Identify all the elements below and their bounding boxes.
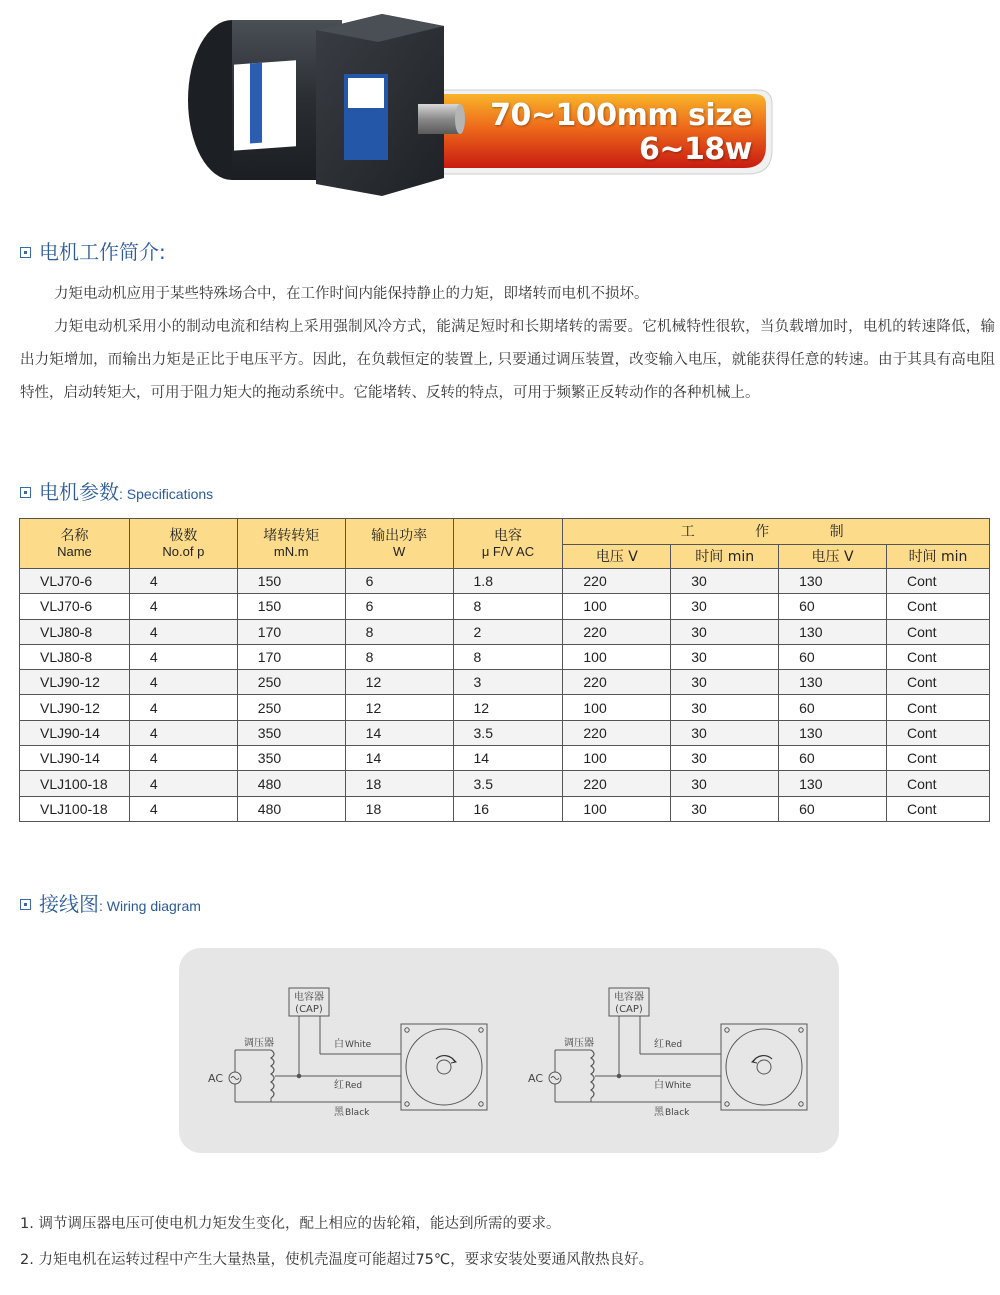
- col-torque-en: mN.m: [273, 543, 309, 559]
- col-name-cn: 名称: [60, 527, 89, 544]
- intro-paragraph-2: 力矩电动机采用小的制动电流和结构上采用强制风冷方式，能满足短时和长期堵转的需要。它机械特性很软，当负载增加时，电机的转速降低，输出力矩增加，而输出力矩是正比于电压平方。因此，在负载恒定的装置上, 只要通过调压装置，改变输入电压，就能获得任意的转速。由于其具有高电阻特性，启动转矩大，可用于阻力矩大的拖动系统中。它能堵转、反转的特点，可用于频繁正反转动作的各种机械上。: [20, 319, 995, 401]
- col-power-header: [345, 519, 453, 569]
- cell-time-2: Cont: [887, 569, 990, 594]
- cell-poles: 4: [129, 569, 237, 594]
- cell-voltage-1: 220: [563, 771, 671, 796]
- cell-time-2: Cont: [887, 644, 990, 669]
- right-wire-bottom-cn: 黑: [654, 1107, 664, 1118]
- cell-poles: 4: [129, 594, 237, 619]
- cell-model: VLJ100-18: [20, 771, 130, 796]
- cell-torque: 150: [237, 594, 345, 619]
- cell-capacitor: 3.5: [453, 720, 563, 745]
- cell-poles: 4: [129, 771, 237, 796]
- wiring-heading-cn: 接线图: [39, 892, 99, 916]
- right-wire-mid-en: White: [665, 1081, 692, 1091]
- intro-heading-text: 电机工作简介:: [39, 240, 166, 264]
- cell-torque: 250: [237, 695, 345, 720]
- col-volt2-header: 电压 V: [779, 545, 887, 569]
- cell-power: 8: [345, 619, 453, 644]
- cell-power: 14: [345, 720, 453, 745]
- col-name-en: Name: [57, 543, 92, 559]
- table-row: [20, 619, 990, 644]
- right-ac-label: AC: [528, 1072, 544, 1085]
- col-cap-header: [453, 519, 563, 569]
- cell-poles: 4: [129, 670, 237, 695]
- cell-model: VLJ80-8: [20, 619, 130, 644]
- cell-voltage-1: 220: [563, 569, 671, 594]
- left-wire-top-en: White: [345, 1040, 372, 1050]
- left-wire-mid-en: Red: [345, 1081, 363, 1091]
- cell-voltage-2: 130: [779, 670, 887, 695]
- wiring-diagram-left: [208, 988, 487, 1118]
- table-row: [20, 569, 990, 594]
- cell-time-2: Cont: [887, 796, 990, 821]
- left-cap-cn: 电容器: [294, 992, 324, 1003]
- cell-torque: 350: [237, 720, 345, 745]
- right-motor-face: [721, 1024, 807, 1110]
- cell-torque: 480: [237, 771, 345, 796]
- table-row: [20, 796, 990, 821]
- left-wire-bottom-en: Black: [345, 1108, 370, 1118]
- cell-voltage-2: 60: [779, 594, 887, 619]
- cell-torque: 480: [237, 796, 345, 821]
- spec-table-body: [20, 569, 990, 822]
- cell-voltage-1: 100: [563, 796, 671, 821]
- right-wire-top-cn: 红: [654, 1039, 664, 1050]
- left-wire-mid-cn: 红: [334, 1080, 344, 1091]
- left-ac-label: AC: [208, 1072, 224, 1085]
- right-wire-bottom-en: Black: [665, 1108, 690, 1118]
- cell-time-1: 30: [671, 670, 779, 695]
- cell-time-1: 30: [671, 569, 779, 594]
- cell-time-2: Cont: [887, 670, 990, 695]
- cell-time-1: 30: [671, 644, 779, 669]
- cell-voltage-1: 220: [563, 670, 671, 695]
- cell-voltage-2: 60: [779, 695, 887, 720]
- col-cap-en: μ F/V AC: [481, 543, 535, 559]
- cell-voltage-2: 60: [779, 746, 887, 771]
- cell-model: VLJ90-14: [20, 720, 130, 745]
- section-bullet-icon: [20, 487, 31, 498]
- wiring-diagram-right: [528, 988, 807, 1118]
- table-row: [20, 644, 990, 669]
- right-regulator-label: 调压器: [564, 1038, 594, 1049]
- cell-model: VLJ70-6: [20, 594, 130, 619]
- cell-voltage-1: 100: [563, 695, 671, 720]
- col-power-cn: 输出功率: [371, 527, 428, 544]
- cell-power: 6: [345, 594, 453, 619]
- cell-voltage-1: 220: [563, 619, 671, 644]
- banner-power-text: 6~18w: [639, 132, 752, 167]
- left-wire-bottom-cn: 黑: [334, 1107, 344, 1118]
- section-bullet-icon: [20, 899, 31, 910]
- section-bullet-icon: [20, 247, 31, 258]
- col-poles-en: No.of p: [162, 543, 205, 559]
- table-row: [20, 695, 990, 720]
- left-cap-en: (CAP): [295, 1004, 323, 1015]
- note-item-2: 2. 力矩电机在运转过程中产生大量热量，使机壳温度可能超过75℃，要求安装处要通风散热良好。: [20, 1252, 654, 1268]
- intro-heading: [20, 236, 166, 265]
- cell-torque: 250: [237, 670, 345, 695]
- col-poles-header: [129, 519, 237, 569]
- cell-model: VLJ90-14: [20, 746, 130, 771]
- col-torque-header: [237, 519, 345, 569]
- intro-paragraph-1: 力矩电动机应用于某些特殊场合中，在工作时间内能保持静止的力矩，即堵转而电机不损坏。: [54, 286, 649, 302]
- right-wire-mid-cn: 白: [654, 1080, 664, 1091]
- wiring-diagram: [179, 948, 839, 1153]
- cell-capacitor: 1.8: [453, 569, 563, 594]
- cell-time-2: Cont: [887, 720, 990, 745]
- cell-time-1: 30: [671, 720, 779, 745]
- cell-model: VLJ90-12: [20, 695, 130, 720]
- cell-voltage-2: 130: [779, 569, 887, 594]
- cell-poles: 4: [129, 720, 237, 745]
- cell-model: VLJ100-18: [20, 796, 130, 821]
- cell-model: VLJ90-12: [20, 670, 130, 695]
- cell-time-1: 30: [671, 746, 779, 771]
- cell-time-1: 30: [671, 771, 779, 796]
- left-motor-face: [401, 1024, 487, 1110]
- cell-power: 18: [345, 771, 453, 796]
- cell-power: 12: [345, 695, 453, 720]
- cell-model: VLJ80-8: [20, 644, 130, 669]
- table-row: [20, 720, 990, 745]
- cell-torque: 350: [237, 746, 345, 771]
- cell-time-1: 30: [671, 619, 779, 644]
- cell-time-2: Cont: [887, 771, 990, 796]
- cell-power: 6: [345, 569, 453, 594]
- cell-poles: 4: [129, 746, 237, 771]
- cell-power: 8: [345, 644, 453, 669]
- cell-time-2: Cont: [887, 695, 990, 720]
- cell-torque: 170: [237, 619, 345, 644]
- cell-power: 12: [345, 670, 453, 695]
- cell-voltage-1: 220: [563, 720, 671, 745]
- cell-poles: 4: [129, 695, 237, 720]
- banner-size-text: 70~100mm size: [490, 98, 752, 133]
- spec-heading: [20, 476, 213, 505]
- wiring-heading: [20, 888, 201, 917]
- table-row: [20, 771, 990, 796]
- cell-capacitor: 3.5: [453, 771, 563, 796]
- col-time2-header: 时间 min: [887, 545, 990, 569]
- col-cap-cn: 电容: [493, 527, 522, 544]
- cell-voltage-2: 130: [779, 771, 887, 796]
- right-wire-top-en: Red: [665, 1040, 683, 1050]
- table-row: [20, 670, 990, 695]
- cell-time-2: Cont: [887, 619, 990, 644]
- cell-poles: 4: [129, 644, 237, 669]
- col-work-header: 工 作 制: [563, 519, 990, 545]
- note-item-1: 1. 调节调压器电压可使电机力矩发生变化，配上相应的齿轮箱，能达到所需的要求。: [20, 1216, 561, 1232]
- right-cap-en: (CAP): [615, 1004, 643, 1015]
- cell-torque: 170: [237, 644, 345, 669]
- cell-time-1: 30: [671, 796, 779, 821]
- col-poles-cn: 极数: [169, 527, 198, 544]
- cell-voltage-2: 130: [779, 720, 887, 745]
- cell-capacitor: 8: [453, 594, 563, 619]
- spec-table: [19, 518, 990, 822]
- cell-capacitor: 3: [453, 670, 563, 695]
- cell-capacitor: 14: [453, 746, 563, 771]
- hero-section: [0, 0, 1000, 200]
- left-regulator-label: 调压器: [244, 1038, 274, 1049]
- cell-voltage-2: 130: [779, 619, 887, 644]
- cell-capacitor: 2: [453, 619, 563, 644]
- right-cap-cn: 电容器: [614, 992, 644, 1003]
- cell-capacitor: 16: [453, 796, 563, 821]
- wiring-diagram-panel: [179, 948, 839, 1153]
- spec-heading-en: : Specifications: [119, 486, 214, 502]
- col-name-header: [20, 519, 130, 569]
- cell-model: VLJ70-6: [20, 569, 130, 594]
- motor-image: [186, 8, 476, 200]
- cell-power: 14: [345, 746, 453, 771]
- cell-voltage-2: 60: [779, 644, 887, 669]
- col-power-en: W: [392, 543, 406, 559]
- col-volt1-header: 电压 V: [563, 545, 671, 569]
- cell-power: 18: [345, 796, 453, 821]
- cell-time-2: Cont: [887, 746, 990, 771]
- col-torque-cn: 堵转转矩: [263, 527, 320, 544]
- cell-torque: 150: [237, 569, 345, 594]
- notes-list: [20, 1206, 653, 1278]
- cell-time-2: Cont: [887, 594, 990, 619]
- cell-voltage-1: 100: [563, 594, 671, 619]
- col-time1-header: 时间 min: [671, 545, 779, 569]
- spec-heading-cn: 电机参数: [39, 480, 119, 504]
- cell-voltage-1: 100: [563, 644, 671, 669]
- cell-time-1: 30: [671, 594, 779, 619]
- cell-poles: 4: [129, 619, 237, 644]
- table-row: [20, 594, 990, 619]
- intro-text: [20, 278, 995, 410]
- table-row: [20, 746, 990, 771]
- cell-voltage-1: 100: [563, 746, 671, 771]
- cell-poles: 4: [129, 796, 237, 821]
- cell-time-1: 30: [671, 695, 779, 720]
- cell-capacitor: 8: [453, 644, 563, 669]
- left-wire-top-cn: 白: [334, 1039, 344, 1050]
- cell-voltage-2: 60: [779, 796, 887, 821]
- wiring-heading-en: : Wiring diagram: [99, 898, 201, 914]
- cell-capacitor: 12: [453, 695, 563, 720]
